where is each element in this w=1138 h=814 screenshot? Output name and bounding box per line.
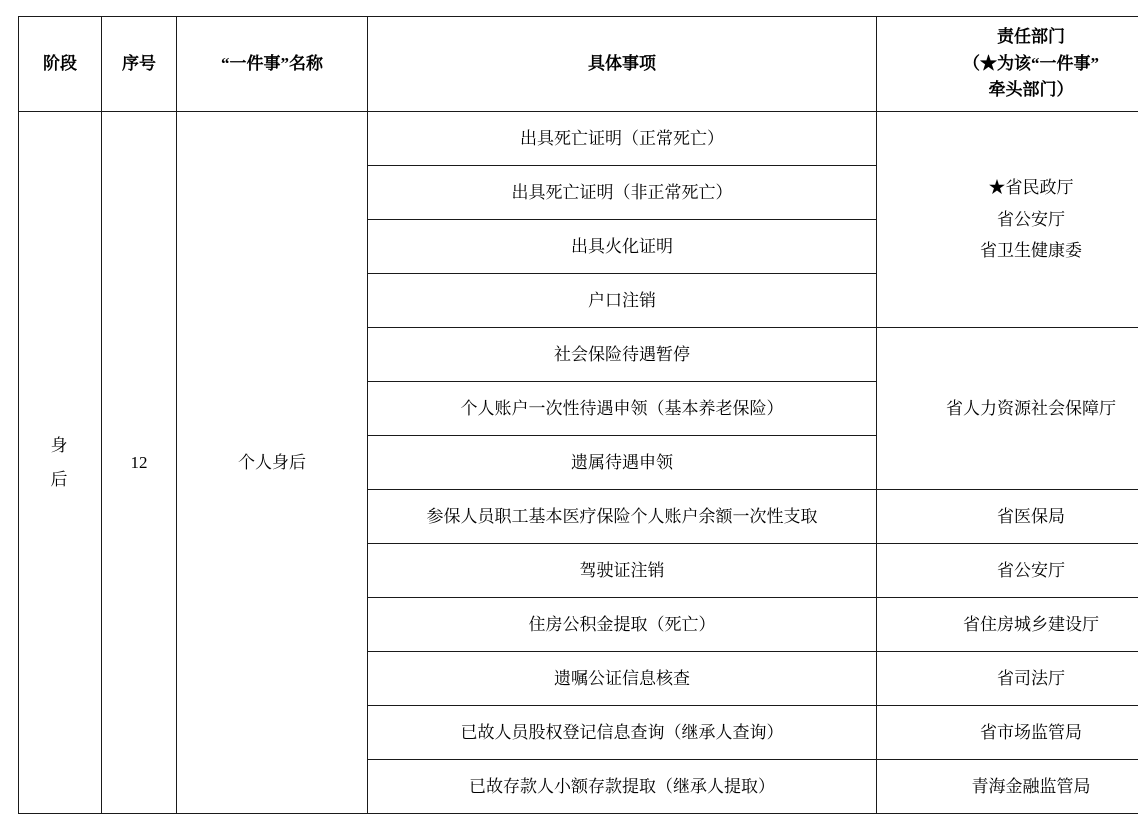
item-cell: 遗嘱公证信息核查 — [368, 652, 877, 706]
department-cell: 省住房城乡建设厅 — [877, 598, 1138, 652]
item-cell: 个人账户一次性待遇申领（基本养老保险） — [368, 382, 877, 436]
table-row — [19, 112, 1138, 166]
item-cell: 户口注销 — [368, 274, 877, 328]
header-stage: 阶段 — [19, 17, 102, 112]
item-cell: 出具死亡证明（正常死亡） — [368, 112, 877, 166]
header-department-line2: （★为该“一件事” — [883, 51, 1138, 77]
department-cell-group2: 省人力资源社会保障厅 — [877, 328, 1138, 490]
one-thing-matters-table — [18, 16, 1138, 814]
header-department-line1: 责任部门 — [883, 24, 1138, 50]
header-name: “一件事”名称 — [177, 17, 368, 112]
matter-name-cell: 个人身后 — [177, 112, 368, 814]
item-cell: 社会保险待遇暂停 — [368, 328, 877, 382]
stage-cell — [19, 112, 102, 814]
department-cell: 省公安厅 — [877, 544, 1138, 598]
header-seq: 序号 — [102, 17, 177, 112]
item-cell: 住房公积金提取（死亡） — [368, 598, 877, 652]
department-cell: 省市场监管局 — [877, 706, 1138, 760]
table-header-row — [19, 17, 1138, 112]
department-line: 省卫生健康委 — [883, 235, 1138, 266]
department-cell: 青海金融监管局 — [877, 760, 1138, 814]
item-cell: 参保人员职工基本医疗保险个人账户余额一次性支取 — [368, 490, 877, 544]
item-cell: 驾驶证注销 — [368, 544, 877, 598]
item-cell: 出具死亡证明（非正常死亡） — [368, 166, 877, 220]
department-cell-group1 — [877, 112, 1138, 328]
table-header — [19, 17, 1138, 112]
item-cell: 出具火化证明 — [368, 220, 877, 274]
table-body — [19, 112, 1138, 814]
item-cell: 已故存款人小额存款提取（继承人提取） — [368, 760, 877, 814]
sequence-cell: 12 — [102, 112, 177, 814]
department-cell: 省司法厅 — [877, 652, 1138, 706]
item-cell: 已故人员股权登记信息查询（继承人查询） — [368, 706, 877, 760]
department-cell: 省医保局 — [877, 490, 1138, 544]
department-line: 省公安厅 — [883, 204, 1138, 235]
header-item: 具体事项 — [368, 17, 877, 112]
header-department-line3: 牵头部门） — [883, 77, 1138, 103]
stage-char-2: 后 — [25, 463, 95, 497]
header-department — [877, 17, 1138, 112]
department-line: ★省民政厅 — [883, 172, 1138, 203]
item-cell: 遗属待遇申领 — [368, 436, 877, 490]
stage-char-1: 身 — [25, 429, 95, 463]
